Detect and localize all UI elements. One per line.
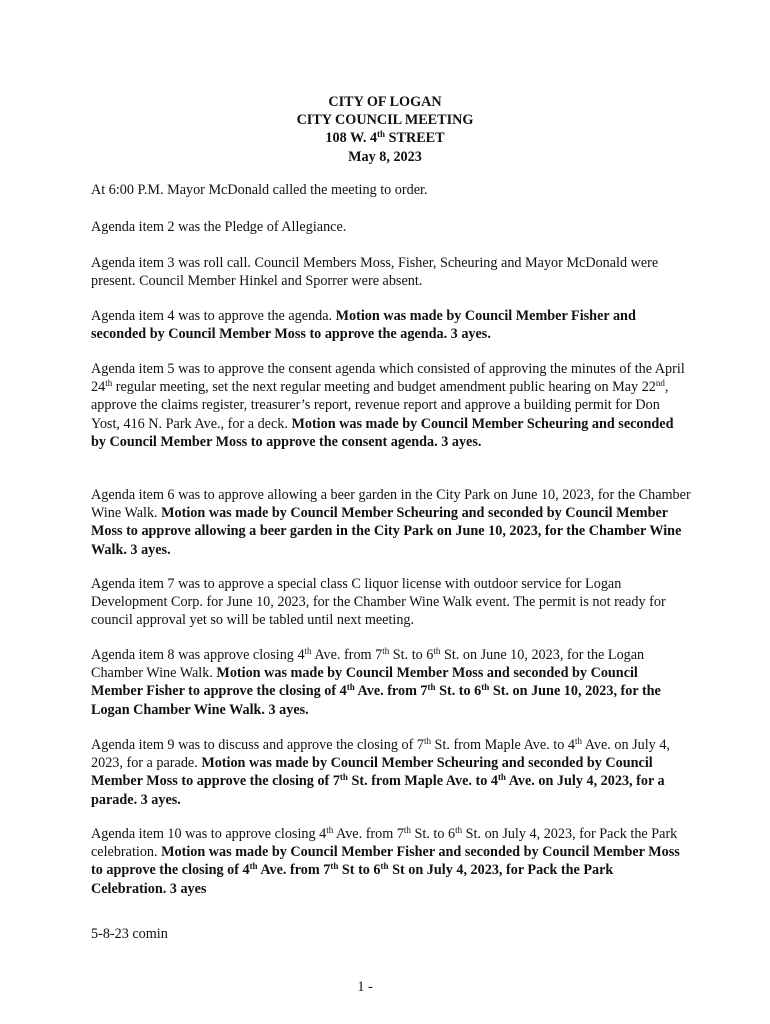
motion-text: Motion was made by Council Member Fisher and seconded by Council Member Moss to approve the closing of 4th Ave. from 7th St to 6th St on July 4, 2023, for Pack the Park Celebration. 3 ayes xyxy=(91,844,680,897)
paragraph-agenda-item-9: Agenda item 9 was to discuss and approve the closing of 7th St. from Maple Ave. to 4th Ave. on July 4, 2023, for a parade. Motion was made by Council Member Scheuring and seconded by Council Member Moss to approve the closing of 7th St. from Maple Ave. to 4th Ave. on July 4, 2023, for a parade. 3 ayes. xyxy=(91,736,670,808)
paragraph-agenda-item-5: Agenda item 5 was to approve the consent agenda which consisted of approving the minutes of the April 24th regular meeting, set the next regular meeting and budget amendment public hearing on May 22nd, approve the claims register, treasurer’s report, revenue report and approve a building permit for Don Yost, 416 N. Park Ave., for a deck. Motion was made by Council Member Scheuring and seconded by Council Member Moss to approve the consent agenda. 3 ayes. xyxy=(91,361,685,450)
header-city: CITY OF LOGAN xyxy=(328,94,442,110)
header-date: May 8, 2023 xyxy=(348,148,422,165)
paragraph-agenda-item-10: Agenda item 10 was to approve closing 4th Ave. from 7th St. to 6th St. on July 4, 2023, for Pack the Park celebration. Motion was made by Council Member Fisher and seconded by Council Member Moss to approve the closing of 4th Ave. from 7th St to 6th St on July 4, 2023, for Pack the Park Celebration. 3 ayes xyxy=(91,825,680,897)
motion-text: Motion was made by Council Member Scheuring and seconded by Council Member Moss to approve allowing a beer garden in the City Park on June 10, 2023, for the Chamber Wine Walk. 3 ayes. xyxy=(91,505,682,558)
paragraph-agenda-item-8: Agenda item 8 was approve closing 4th Ave. from 7th St. to 6th St. on June 10, 2023, for the Logan Chamber Wine Walk. Motion was made by Council Member Moss and seconded by Council Member Fisher to approve the closing of 4th Ave. from 7th St. to 6th St. on June 10, 2023, for the Logan Chamber Wine Walk. 3 ayes. xyxy=(91,646,661,718)
paragraph-agenda-item-3: Agenda item 3 was roll call. Council Members Moss, Fisher, Scheuring and Mayor McDonald were present. Council Member Hinkel and Sporrer were absent. xyxy=(91,255,659,290)
motion-text: Motion was made by Council Member Scheuring and seconded by Council Member Moss to approve the consent agenda. 3 ayes. xyxy=(91,415,674,450)
header-meeting: CITY COUNCIL MEETING xyxy=(296,112,474,129)
motion-text: Motion was made by Council Member Scheuring and seconded by Council Member Moss to approve the closing of 7th St. from Maple Ave. to 4th Ave. on July 4, 2023, for a parade. 3 ayes. xyxy=(91,755,665,808)
paragraph-agenda-item-6: Agenda item 6 was to approve allowing a beer garden in the City Park on June 10, 2023, for the Chamber Wine Walk. Motion was made by Council Member Scheuring and seconded by Council Member Moss to approve allowing a beer garden in the City Park on June 10, 2023, for the Chamber Wine Walk. 3 ayes. xyxy=(91,487,691,558)
paragraph-call-to-order: At 6:00 P.M. Mayor McDonald called the meeting to order. xyxy=(91,182,428,198)
paragraph-agenda-item-4: Agenda item 4 was to approve the agenda. Motion was made by Council Member Fisher and seconded by Council Member Moss to approve the agenda. 3 ayes. xyxy=(91,308,636,343)
paragraph-agenda-item-2: Agenda item 2 was the Pledge of Allegiance. xyxy=(91,219,347,235)
page-number: 1 - xyxy=(357,979,373,995)
motion-text: Motion was made by Council Member Moss and seconded by Council Member Fisher to approve the closing of 4th Ave. from 7th St. to 6th St. on June 10, 2023, for the Logan Chamber Wine Walk. 3 ayes. xyxy=(91,665,661,718)
motion-text: Motion was made by Council Member Fisher and seconded by Council Member Moss to approve the agenda. 3 ayes. xyxy=(91,308,636,343)
header-address: 108 W. 4th STREET xyxy=(325,129,445,147)
footer-note: 5-8-23 comin xyxy=(91,926,168,942)
document-header xyxy=(0,93,770,166)
paragraph-agenda-item-7: Agenda item 7 was to approve a special class C liquor license with outdoor service for Logan Development Corp. for June 10, 2023, for the Chamber Wine Walk event. The permit is not ready for council approval yet so will be tabled until next meeting. xyxy=(91,576,666,629)
